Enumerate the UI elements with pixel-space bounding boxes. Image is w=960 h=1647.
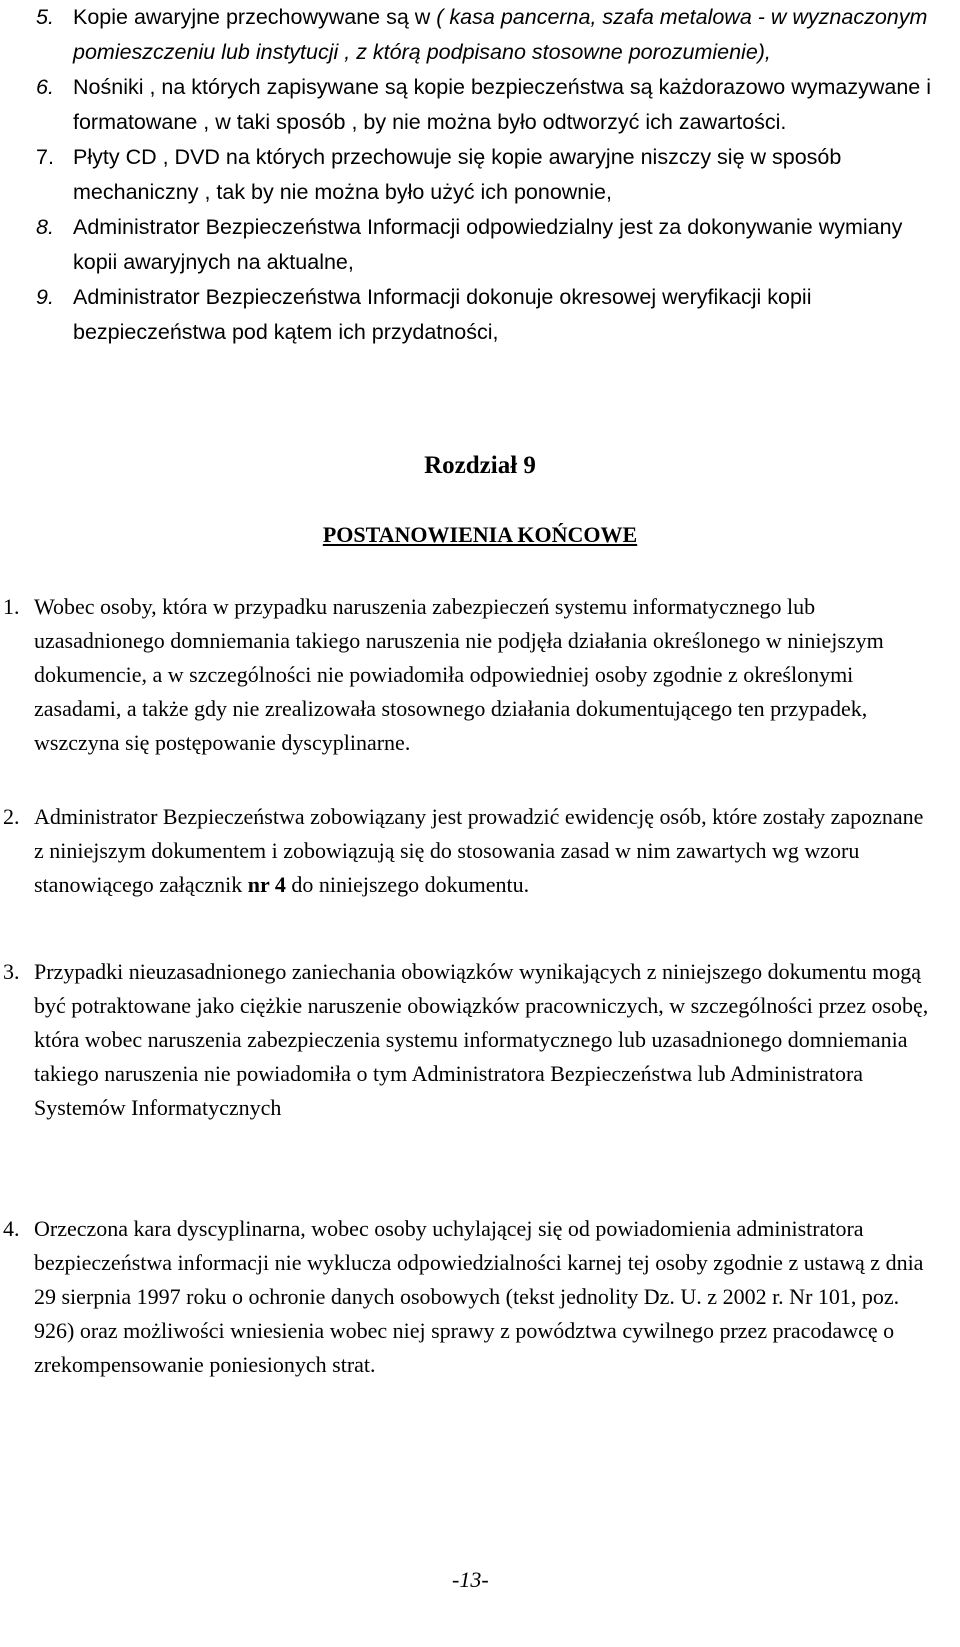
list-item-text: Nośniki , na których zapisywane są kopie bezpieczeństwa są każdorazowo wymazywane i formatowane , w taki sposób , by nie można było odtworzyć ich zawartości. (73, 75, 932, 134)
list-item-text: Administrator Bezpieczeństwa Informacji dokonuje okresowej weryfikacji kopii bezpieczeństwa pod kątem ich przydatności, (73, 285, 812, 344)
list-item-number: 5. (36, 5, 54, 29)
paragraph-number: 4. (3, 1216, 20, 1241)
list-item (36, 0, 936, 70)
backup-rules-list (36, 0, 936, 350)
paragraph-text: Przypadki nieuzasadnionego zaniechania obowiązków wynikających z niniejszego dokumentu mogą być potraktowane jako ciężkie naruszenie obowiązków pracowniczych, w szczególności przez osobę, która wobec naruszenia zabezpieczenia systemu informatycznego lub uzasadnionego domniemania takiego naruszenia nie powiadomiła o tym Administratora Bezpieczeństwa lub Administratora Systemów Informatycznych (34, 959, 929, 1120)
paragraph-text: Wobec osoby, która w przypadku naruszenia zabezpieczeń systemu informatycznego lub uzasadnionego domniemania takiego naruszenia nie podjęła działania określonego w niniejszym dokumencie, a w szczególności nie powiadomiła odpowiedniej osoby zgodnie z określonymi zasadami, a także gdy nie zrealizowała stosownego działania dokumentującego ten przypadek, wszczyna się postępowanie dyscyplinarne. (34, 594, 884, 755)
chapter-number: Rozdział 9 (424, 452, 536, 479)
chapter-title: POSTANOWIENIA KOŃCOWE (322, 522, 638, 547)
list-item (36, 210, 936, 280)
list-item-text: Płyty CD , DVD na których przechowuje się kopie awaryjne niszczy się w sposób mechaniczny , tak by nie można było użyć ich ponownie, (73, 145, 842, 204)
paragraph-number: 3. (3, 959, 20, 984)
paragraph-text: Administrator Bezpieczeństwa zobowiązany jest prowadzić ewidencję osób, które zostały zapoznane z niniejszym dokumentem i zobowiązują się do stosowania zasad w nim zawartych wg wzoru stanowiącego załącznik (34, 804, 924, 897)
attachment-reference: nr 4 (247, 872, 286, 897)
list-item-number: 6. (36, 75, 54, 99)
page-number: -13- (452, 1567, 489, 1592)
list-item (36, 140, 936, 210)
final-provision-paragraph (3, 955, 938, 1125)
final-provision-paragraph (3, 800, 938, 902)
final-provision-paragraph (3, 590, 938, 760)
list-item (36, 70, 936, 140)
final-provision-paragraph (3, 1212, 938, 1382)
paragraph-text-end: do niniejszego dokumentu. (285, 872, 530, 897)
list-item-number: 9. (36, 285, 54, 309)
paragraph-number: 1. (3, 594, 20, 619)
list-item-text: Kopie awaryjne przechowywane są w (73, 5, 437, 29)
list-item-italic-text: ( kasa pancerna, szafa metalowa - w wyznaczonym pomieszczeniu lub instytucji , z którą podpisano stosowne porozumienie), (73, 5, 928, 64)
list-item-number: 7. (36, 145, 54, 169)
list-item-text: Administrator Bezpieczeństwa Informacji odpowiedzialny jest za dokonywanie wymiany kopii awaryjnych na aktualne, (73, 215, 903, 274)
paragraph-number: 2. (3, 804, 20, 829)
list-item (36, 280, 936, 350)
paragraph-text: Orzeczona kara dyscyplinarna, wobec osoby uchylającej się od powiadomienia administratora bezpieczeństwa informacji nie wyklucza odpowiedzialności karnej tej osoby zgodnie z ustawą z dnia 29 sierpnia 1997 roku o ochronie danych osobowych (tekst jednolity Dz. U. z 2002 r. Nr 101, poz. 926) oraz możliwości wniesienia wobec niej sprawy z powództwa cywilnego przez pracodawcę o zrekompensowanie poniesionych strat. (34, 1216, 924, 1377)
list-item-number: 8. (36, 215, 54, 239)
